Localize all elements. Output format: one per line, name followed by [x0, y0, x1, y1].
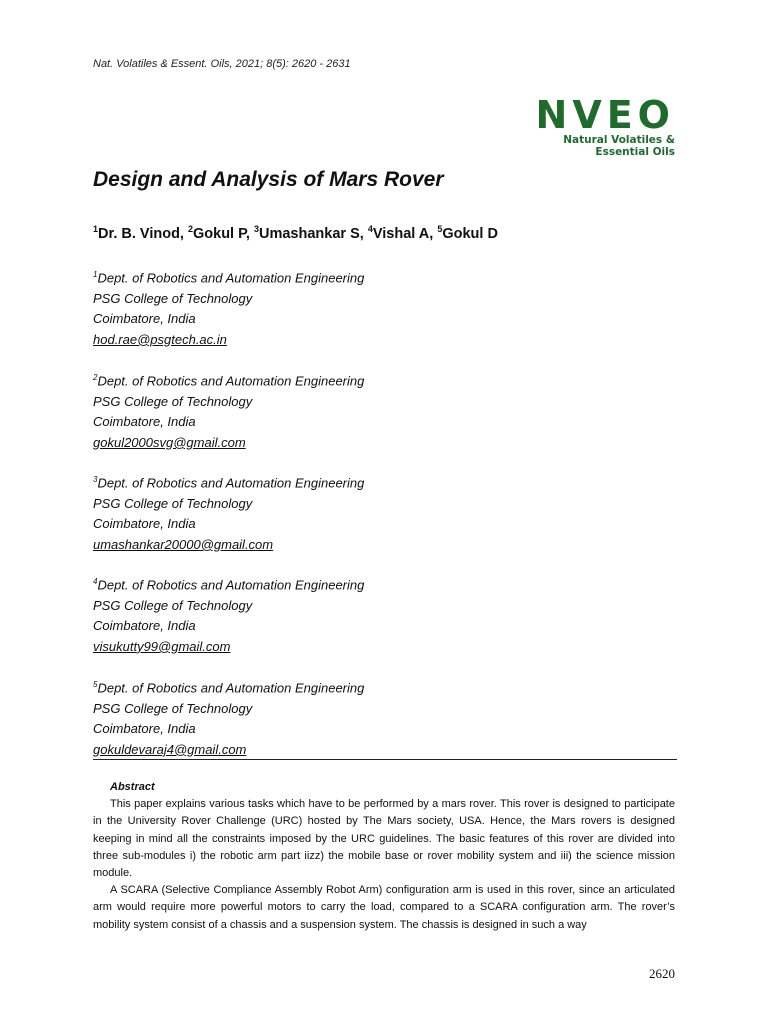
affiliation-block: [93, 470, 364, 555]
affiliation-city: Coimbatore, India: [93, 721, 196, 737]
paper-title: Design and Analysis of Mars Rover: [93, 168, 444, 191]
author-list: [93, 224, 498, 242]
author-name: Vishal A,: [372, 225, 438, 242]
affiliation-city: Coimbatore, India: [93, 311, 196, 327]
abstract-paragraph: A SCARA (Selective Compliance Assembly Robot Arm) configuration arm is used in this rover, since an articulated arm would require more powerful motors to carry the load, compared to a SCARA configuration arm. The rover’s mobility system consist of a chassis and a suspension system. The chassis is designed in such a way: [93, 884, 675, 931]
logo-wordmark: NVEO: [535, 93, 675, 137]
affiliation-dept: Dept. of Robotics and Automation Engineering: [97, 270, 365, 286]
author-name: Umashankar S,: [259, 225, 368, 242]
author-name: Gokul P,: [193, 225, 254, 242]
affiliation-block: [93, 265, 364, 350]
affiliation-email-link[interactable]: umashankar20000@gmail.com: [93, 536, 274, 552]
journal-logo: [535, 93, 675, 158]
affiliation-email-link[interactable]: gokul2000svg@gmail.com: [93, 434, 246, 450]
affiliation-college: PSG College of Technology: [93, 495, 253, 511]
abstract-paragraph: This paper explains various tasks which have to be performed by a mars rover. This rover is designed to participate in the University Rover Challenge (URC) hosted by The Mars society, USA. Hence, the Mars rovers is designed keeping in mind all the constraints imposed by the URC guidelines. The basic features of this rover are divided into three sub-modules i) the robotic arm part iizz) the mobile base or rover mobility system and iii) the science mission module.: [93, 798, 675, 880]
author-sup: 2: [187, 224, 193, 234]
section-divider: [93, 759, 677, 760]
page-number: 2620: [649, 966, 675, 981]
abstract-section: [93, 779, 675, 934]
affiliation-email-link[interactable]: visukutty99@gmail.com: [93, 638, 231, 654]
affiliation-sup: 1: [93, 270, 98, 279]
affiliation-dept: Dept. of Robotics and Automation Engineering: [97, 680, 365, 696]
affiliation-dept: Dept. of Robotics and Automation Engineering: [97, 373, 365, 389]
affiliation-block: [93, 368, 364, 453]
affiliation-college: PSG College of Technology: [93, 700, 253, 716]
author-name: Gokul D: [442, 225, 498, 242]
affiliation-city: Coimbatore, India: [93, 414, 196, 430]
affiliation-email-link[interactable]: gokuldevaraj4@gmail.com: [93, 741, 247, 757]
affiliation-college: PSG College of Technology: [93, 597, 253, 613]
author-sup: 1: [93, 224, 99, 234]
author-sup: 3: [253, 224, 259, 234]
affiliation-email-link[interactable]: hod.rae@psgtech.ac.in: [93, 331, 227, 347]
author-sup: 5: [437, 224, 443, 234]
author-sup: 4: [367, 224, 373, 234]
affiliation-sup: 4: [93, 577, 98, 586]
logo-subtitle-line2: Essential Oils: [595, 146, 675, 158]
affiliation-block: [93, 675, 364, 760]
affiliation-block: [93, 572, 364, 657]
journal-citation: Nat. Volatiles & Essent. Oils, 2021; 8(5): 2620 - 2631: [93, 58, 351, 70]
affiliation-sup: 5: [93, 680, 98, 689]
affiliation-college: PSG College of Technology: [93, 290, 253, 306]
affiliation-sup: 2: [93, 373, 98, 382]
affiliation-city: Coimbatore, India: [93, 516, 196, 532]
affiliation-sup: 3: [93, 475, 98, 484]
logo-subtitle-line1: Natural Volatiles &: [563, 134, 675, 146]
affiliation-dept: Dept. of Robotics and Automation Engineering: [97, 475, 365, 491]
affiliation-city: Coimbatore, India: [93, 618, 196, 634]
affiliation-college: PSG College of Technology: [93, 393, 253, 409]
affiliation-dept: Dept. of Robotics and Automation Engineering: [97, 577, 365, 593]
author-name: Dr. B. Vinod,: [98, 225, 188, 242]
abstract-heading: Abstract: [110, 781, 155, 793]
